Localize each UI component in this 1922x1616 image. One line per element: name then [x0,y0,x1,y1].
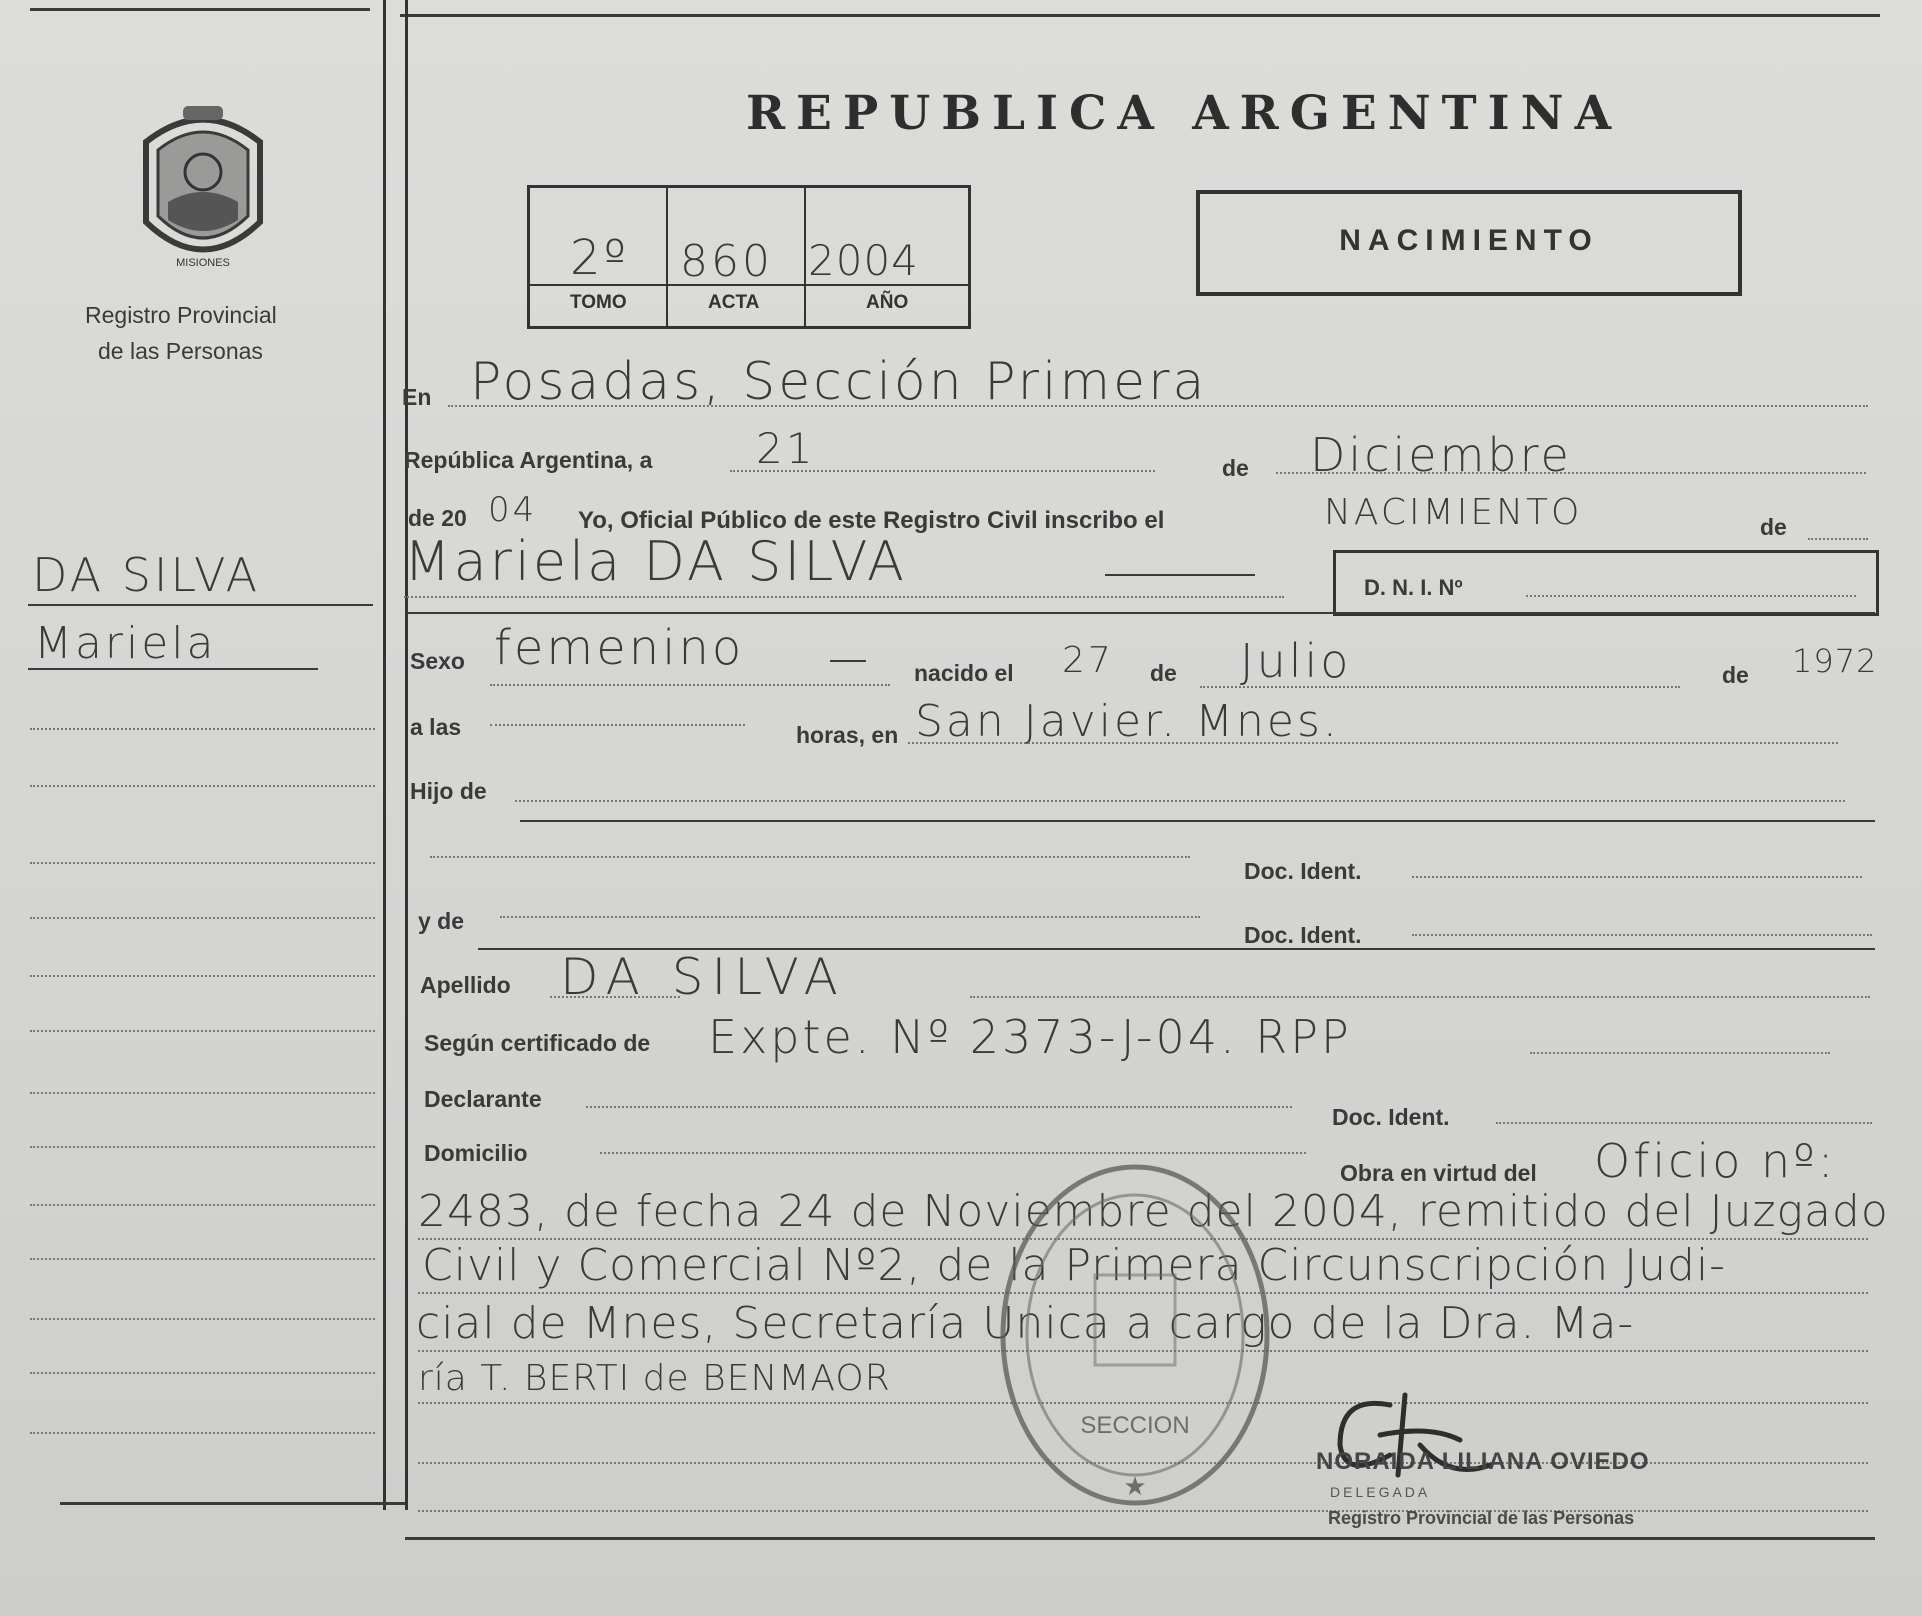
line-name [404,596,1284,598]
reference-table [527,185,971,329]
stamp-text: SECCION [1080,1412,1190,1439]
entry-sex: femenino [494,620,745,676]
line-father [430,856,1190,858]
entry-text-line-3: cial de Mnes, Secretaría Unica a cargo de la Dra. Ma- [416,1298,1635,1349]
entry-surname: DA SILVA [560,948,846,1006]
sidebar-line [30,1258,375,1260]
label-de: de [1222,455,1249,481]
column-divider-inner [405,0,408,1510]
sidebar-surname-rule [28,604,373,606]
line-certificate [1530,1052,1830,1054]
sidebar-surname: DA SILVA [32,548,261,602]
line-hijo-de [515,800,1845,802]
sidebar-line [30,1092,375,1094]
label-horas-en: horas, en [796,722,899,748]
line-declarante [586,1106,1292,1108]
signatory-role: DELEGADA [1330,1484,1431,1500]
line-hours [490,724,745,726]
label-hijo-de: Hijo de [410,778,487,804]
registry-name-line2: de las Personas [98,338,263,364]
label-de20: de 20 [408,505,467,531]
table-divider [804,188,806,326]
table-divider [666,188,668,326]
entry-month: Diciembre [1310,428,1572,482]
entry-text-line-4: ría T. BERTI de BENMAOR [418,1358,891,1399]
bottom-rule-left [60,1502,405,1505]
tomo-label: TOMO [570,292,627,313]
line-doc-ident-1 [1412,876,1862,878]
line-doc-ident-2 [1412,934,1872,936]
sidebar-line [30,917,375,919]
top-rule-right [400,14,1880,17]
label-y-de: y de [418,908,465,934]
label-nacido: nacido el [914,660,1014,686]
acta-value: 860 [680,236,773,287]
entry-name: Mariela DA SILVA [404,530,907,593]
label-de-3: de [1150,660,1177,686]
signatory-name: NORAIDA LILIANA OVIEDO [1316,1448,1650,1475]
round-stamp-icon [985,1155,1285,1515]
registry-name-line1: Registro Provincial [85,302,277,328]
sidebar-line [30,1372,375,1374]
seal-caption: MISIONES [176,257,230,269]
tomo-value: 2º [570,230,630,286]
sidebar-line [30,1030,375,1032]
top-rule-left [30,8,370,11]
label-obra: Obra en virtud del [1340,1160,1537,1186]
entry-birth-day: 27 [1062,640,1114,681]
label-sexo: Sexo [410,648,465,674]
bottom-rule-right [405,1537,1875,1540]
sidebar-given-name: Mariela [34,618,217,669]
line-sex [490,684,890,686]
ano-label: AÑO [866,292,909,313]
sex-dash [830,660,866,662]
line-mother [500,916,1200,918]
label-a-las: a las [410,714,462,740]
name-dash [1105,574,1255,576]
line-surname-b [970,996,1870,998]
signature-icon [1320,1385,1500,1495]
entry-place: Posadas, Sección Primera [470,352,1208,412]
column-divider [383,0,386,1510]
ano-value: 2004 [808,236,919,285]
sidebar-line [30,862,375,864]
sidebar-line [30,1146,375,1148]
sidebar-line [30,785,375,787]
label-dni: D. N. I. Nº [1364,575,1463,600]
entry-act-type: NACIMIENTO [1324,492,1583,533]
dni-box [1333,550,1879,616]
line-surname-a [550,996,680,998]
label-de-2: de [1760,514,1787,540]
label-segun: Según certificado de [424,1030,651,1056]
svg-text:★: ★ [1123,1471,1147,1501]
line-domicilio [600,1152,1306,1154]
label-doc-ident-3: Doc. Ident. [1332,1104,1450,1130]
label-republica: República Argentina, a [404,447,653,473]
section-rule-1 [405,612,1875,614]
coat-of-arms-icon [128,102,278,274]
line-dni [1526,595,1856,597]
entry-certificate: Expte. Nº 2373-J-04. RPP [708,1010,1352,1064]
sidebar-line [30,1318,375,1320]
label-apellido: Apellido [420,972,511,998]
label-domicilio: Domicilio [424,1140,528,1166]
label-doc-ident-1: Doc. Ident. [1244,858,1362,884]
line-de-2 [1808,538,1868,540]
label-declarante: Declarante [424,1086,542,1112]
entry-oficio: Oficio nº: [1594,1134,1837,1188]
sidebar-line [30,1432,375,1434]
label-yo-oficial: Yo, Oficial Público de este Registro Civil inscribo el [578,507,1165,534]
signatory-office: Registro Provincial de las Personas [1328,1508,1635,1528]
page-title: REPUBLICA ARGENTINA [746,86,1623,141]
line-day [730,470,1155,472]
section-rule-2 [520,820,1875,822]
entry-year-suffix: 04 [488,490,538,530]
entry-birth-place: San Javier. Mnes. [915,696,1340,747]
entry-day: 21 [756,424,816,473]
sidebar-given-rule [28,668,318,670]
sidebar-line [30,975,375,977]
record-type-box [1196,190,1742,296]
line-birth-place [908,742,1838,744]
label-doc-ident-2: Doc. Ident. [1244,922,1362,948]
record-type-label: NACIMIENTO [1339,224,1599,257]
line-birth-month [1200,686,1680,688]
label-de-4: de [1722,662,1749,688]
sidebar-line [30,728,375,730]
line-doc-ident-3 [1496,1122,1872,1124]
acta-label: ACTA [708,292,760,313]
sidebar-line [30,1204,375,1206]
entry-birth-year: 1972 [1792,642,1878,680]
line-place [448,405,1868,407]
entry-text-line-2: Civil y Comercial Nº2, de la Primera Circunscripción Judi- [422,1240,1727,1291]
line-month [1276,472,1866,474]
label-en: En [402,384,432,410]
entry-birth-month: Julio [1240,634,1352,688]
entry-text-line-1: 2483, de fecha 24 de Noviembre del 2004, remitido del Juzgado [418,1186,1889,1237]
